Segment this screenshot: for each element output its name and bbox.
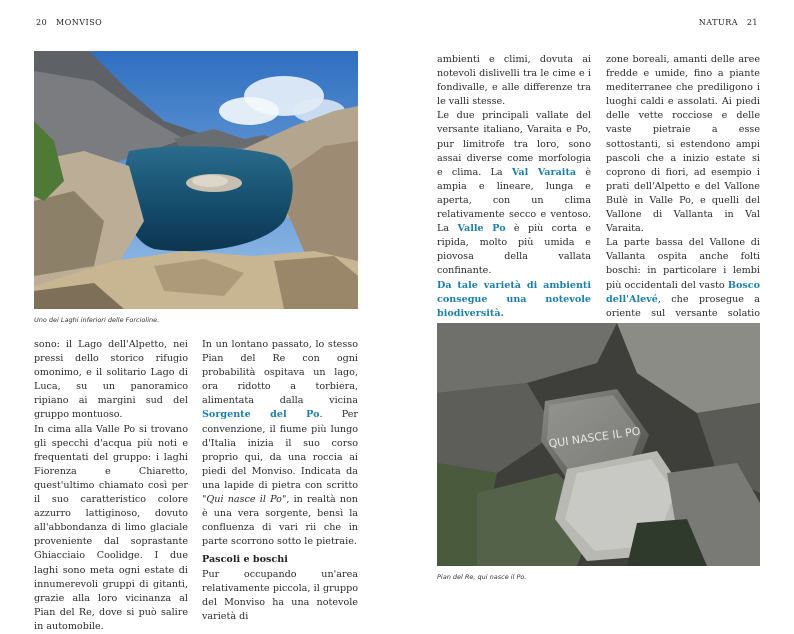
- val-varaita-link[interactable]: Val Varaita: [511, 166, 577, 178]
- qui-nasce-quote: Qui nasce il Po: [206, 494, 282, 506]
- stone-photo: [437, 323, 760, 566]
- right-running-title: NATURA: [698, 18, 738, 27]
- lake-caption: Uno dei Laghi inferiori delle Forcioline.: [34, 316, 160, 324]
- left-page-number: 20: [36, 18, 48, 27]
- left-col2-paragraph-1: In un lontano passato, lo stesso Pian del Re con ogni probabilità ospitava un lago, ora ridotto a torbiera, alimentata dalla vicina Sorgente del Po. Per convenzione, il fiume più lungo d'Italia inizia il suo corso proprio qui, da una roccia ai piedi del Monviso. Indicata da una lapide di pietra con scritto "Qui nasce il Po", in realtà non è una vera sorgente, bensì la confluenza di vari rii che in parte scorrono sotto le pietraie.: [202, 339, 358, 548]
- left-column-1: [34, 338, 188, 632]
- biodiversity-highlight: Da tale varietà di ambienti consegue una notevole biodiversità.: [437, 279, 591, 319]
- left-running-title: MONVISO: [56, 18, 103, 27]
- left-column-2: [202, 338, 358, 622]
- right-col2-paragraph-2: La parte bassa del Vallone di Vallanta ospita anche folti boschi: in particolare i lembi più occidentali del vasto Bosco dell'Alevé, che prosegue a oriente sul versante solatio: [606, 236, 760, 349]
- stone-caption: Pian del Re, qui nasce il Po.: [437, 573, 527, 581]
- lake-photo: [34, 51, 358, 309]
- right-column-2: [606, 53, 760, 319]
- sorgente-del-po-link[interactable]: Sorgente del Po: [202, 409, 320, 421]
- right-col1-paragraph-2: Le due principali vallate del versante italiano, Varaita e Po, pur limitrofe tra loro, sono assai diverse come morfologia e clima. La Val Varaita è ampia e lineare, lunga e aperta, con un clima relativamente secco e ventoso. La Valle Po è più corta e ripida, molto più umida e piovosa della vallata confinante.: [437, 110, 591, 277]
- right-col1-paragraph-1: ambienti e climi, dovuta ai notevoli dislivelli tra le cime e i fondivalle, e alle differenze tra le valli stesse.: [437, 54, 591, 108]
- left-col1-paragraph-1: sono: il Lago dell'Alpetto, nei pressi dello storico rifugio omonimo, e il solitario Lago di Luca, su un panoramico ripiano ai margini sud del gruppo montuoso.: [34, 339, 188, 421]
- right-page-number: 21: [746, 18, 758, 27]
- pascoli-boschi-heading: Pascoli e boschi: [202, 554, 288, 566]
- right-col2-paragraph-1: zone boreali, amanti delle aree fredde e umide, fino a piante mediterranee che prediligono i luoghi caldi e assolati. Ai piedi delle vette rocciose e delle vaste pietraie a esse sottostanti, si estendono ampi pascoli che a inizio estate si coprono di fiori, ad esempio i prati dell'Alpetto e del Vallone Bulè in Valle Po, e quelli del Vallone di Vallanta in Val Varaita.: [606, 54, 760, 235]
- valle-po-link[interactable]: Valle Po: [457, 223, 506, 235]
- stone-engraving: QUI NASCE IL PO: [547, 424, 642, 451]
- right-column-1: [437, 53, 591, 319]
- left-col2-paragraph-2: Pur occupando un'area relativamente piccola, il gruppo del Monviso ha una notevole varietà di: [202, 568, 358, 622]
- bosco-aleve-link[interactable]: Bosco dell'Alevé: [606, 279, 760, 305]
- left-col1-paragraph-2: In cima alla Valle Po si trovano gli specchi d'acqua più noti e frequentati del gruppo: i laghi Fiorenza e Chiaretto, quest'ultimo chiamato così per il suo caratteristico colore azzurro lattiginoso, dovuto all'abbondanza di limo glaciale proveniente dal soprastante Ghiacciaio Coolidge. I due laghi sono meta ogni estate di innumerevoli gruppi di gitanti, grazie alla loro vicinanza al Pian del Re, dove si può salire in automobile.: [34, 423, 188, 632]
